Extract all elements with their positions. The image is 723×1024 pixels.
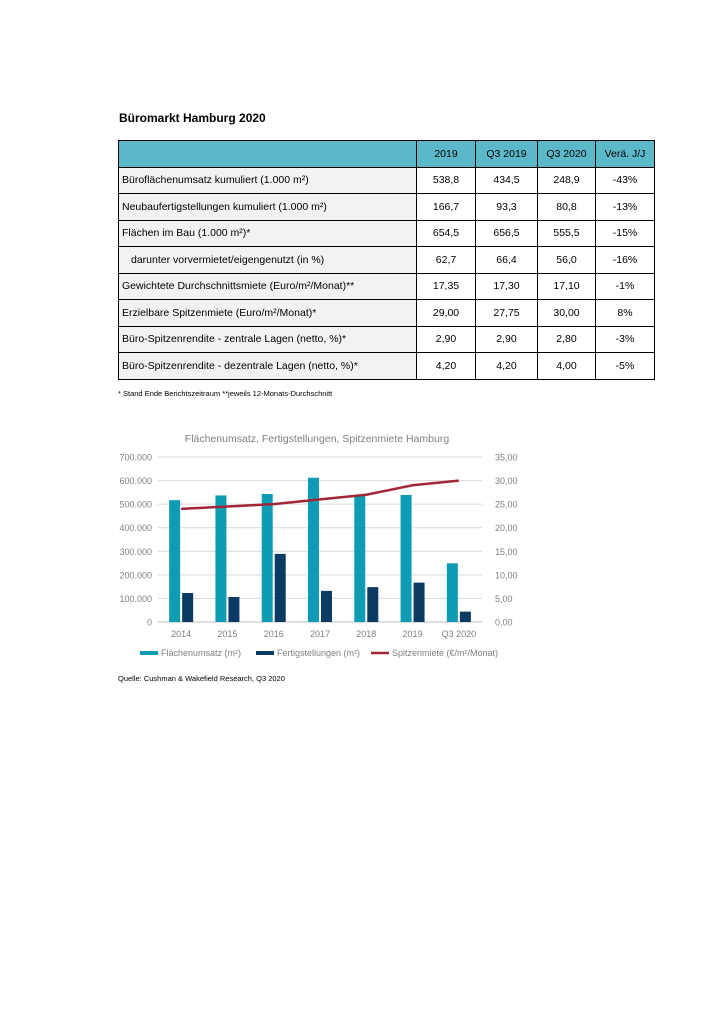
row-value: 80,8 — [538, 194, 596, 221]
legend-swatch — [140, 651, 158, 655]
x-tick-label: 2015 — [217, 629, 238, 639]
row-value: 4,20 — [476, 353, 538, 380]
x-tick-label: 2019 — [402, 629, 423, 639]
legend-swatch — [256, 651, 274, 655]
y-tick-label-left: 500.000 — [119, 499, 152, 510]
y-tick-label-right: 0,00 — [495, 617, 513, 628]
row-label: Büroflächenumsatz kumuliert (1.000 m²) — [119, 167, 417, 194]
row-value: -3% — [596, 326, 655, 353]
row-value: 29,00 — [417, 300, 476, 327]
row-label: Erzielbare Spitzenmiete (Euro/m²/Monat)* — [119, 300, 417, 327]
bar-fertigstellungen — [182, 593, 193, 622]
bar-fertigstellungen — [321, 591, 332, 622]
legend-label: Flächenumsatz (m²) — [161, 648, 242, 658]
row-value: -16% — [596, 247, 655, 274]
y-tick-label-right: 5,00 — [495, 593, 513, 604]
row-value: 656,5 — [476, 220, 538, 247]
bar-flaechenumsatz — [169, 500, 180, 622]
x-tick-label: Q3 2020 — [441, 629, 477, 639]
y-tick-label-right: 15,00 — [495, 546, 518, 557]
row-value: -5% — [596, 353, 655, 380]
row-value: 248,9 — [538, 167, 596, 194]
row-value: 4,00 — [538, 353, 596, 380]
row-value: 93,3 — [476, 194, 538, 221]
x-tick-label: 2014 — [171, 629, 192, 639]
row-value: 27,75 — [476, 300, 538, 327]
row-label: Gewichtete Durchschnittsmiete (Euro/m²/Monat)** — [119, 273, 417, 300]
row-value: 30,00 — [538, 300, 596, 327]
bar-fertigstellungen — [460, 612, 471, 622]
x-tick-label: 2018 — [356, 629, 377, 639]
row-value: -13% — [596, 194, 655, 221]
bar-flaechenumsatz — [262, 494, 273, 622]
row-label: Flächen im Bau (1.000 m²)* — [119, 220, 417, 247]
row-value: -1% — [596, 273, 655, 300]
bar-flaechenumsatz — [354, 495, 365, 622]
x-tick-label: 2016 — [263, 629, 284, 639]
row-value: 4,20 — [417, 353, 476, 380]
page-title: Büromarkt Hamburg 2020 — [119, 111, 266, 125]
row-value: 166,7 — [417, 194, 476, 221]
row-value: 17,30 — [476, 273, 538, 300]
y-tick-label-right: 10,00 — [495, 570, 518, 581]
row-value: -15% — [596, 220, 655, 247]
y-tick-label-right: 25,00 — [495, 499, 518, 510]
row-label: Büro-Spitzenrendite - dezentrale Lagen (netto, %)* — [119, 353, 417, 380]
y-tick-label-left: 700.000 — [119, 452, 152, 463]
row-value: 66,4 — [476, 247, 538, 274]
table-header-cell: Q3 2019 — [476, 141, 538, 168]
row-value: 17,10 — [538, 273, 596, 300]
bar-fertigstellungen — [367, 587, 378, 622]
y-tick-label-left: 200.000 — [119, 570, 152, 581]
row-label: Büro-Spitzenrendite - zentrale Lagen (netto, %)* — [119, 326, 417, 353]
row-value: 654,5 — [417, 220, 476, 247]
y-tick-label-right: 30,00 — [495, 476, 518, 487]
table-footnote: * Stand Ende Berichtszeitraum **jeweils 12-Monats-Durchschnitt — [118, 389, 333, 398]
row-value: -43% — [596, 167, 655, 194]
bar-flaechenumsatz — [447, 563, 458, 622]
y-tick-label-left: 0 — [146, 617, 152, 628]
chart-title: Flächenumsatz, Fertigstellungen, Spitzenmiete Hamburg — [184, 433, 450, 445]
row-value: 538,8 — [417, 167, 476, 194]
row-value: 56,0 — [538, 247, 596, 274]
legend-label: Fertigstellungen (m²) — [277, 648, 361, 658]
bar-flaechenumsatz — [401, 495, 412, 622]
bar-fertigstellungen — [275, 554, 286, 622]
row-value: 17,35 — [417, 273, 476, 300]
table-header-cell: 2019 — [417, 141, 476, 168]
y-tick-label-left: 600.000 — [119, 476, 152, 487]
bar-fertigstellungen — [414, 583, 425, 622]
row-value: 2,90 — [476, 326, 538, 353]
table-header-cell: Q3 2020 — [538, 141, 596, 168]
y-tick-label-left: 100.000 — [119, 593, 152, 604]
row-value: 62,7 — [417, 247, 476, 274]
y-tick-label-left: 300.000 — [119, 546, 152, 557]
row-value: 2,90 — [417, 326, 476, 353]
row-value: 8% — [596, 300, 655, 327]
table-header-cell: Verä. J/J — [596, 141, 655, 168]
bar-flaechenumsatz — [215, 495, 226, 622]
x-tick-label: 2017 — [309, 629, 331, 639]
row-label: darunter vorvermietet/eigengenutzt (in %) — [119, 247, 417, 274]
y-tick-label-left: 400.000 — [119, 523, 152, 534]
y-tick-label-right: 35,00 — [495, 452, 518, 463]
row-value: 555,5 — [538, 220, 596, 247]
row-label: Neubaufertigstellungen kumuliert (1.000 m²) — [119, 194, 417, 221]
y-tick-label-right: 20,00 — [495, 523, 518, 534]
bar-fertigstellungen — [228, 597, 239, 622]
source-note: Quelle: Cushman & Wakefield Research, Q3 2020 — [118, 674, 285, 683]
row-value: 434,5 — [476, 167, 538, 194]
row-value: 2,80 — [538, 326, 596, 353]
legend-label: Spitzenmiete (€/m²/Monat) — [392, 648, 499, 658]
